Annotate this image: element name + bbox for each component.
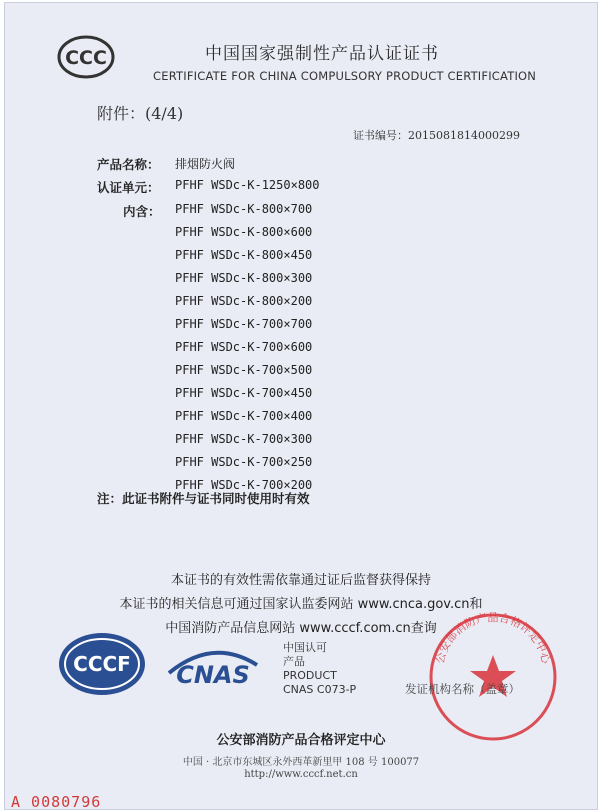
address: 中国 · 北京市东城区永外西革新里甲 108 号 100077 [182, 757, 420, 768]
certificate-number: 证书编号：2015081814000299 [353, 129, 520, 142]
title-chinese: 中国国家强制性产品认证证书 [205, 44, 439, 64]
validity-note: 注：此证书附件与证书同时使用时有效 [97, 491, 310, 506]
title-english: CERTIFICATE FOR CHINA COMPULSORY PRODUCT CERTIFICATION [153, 69, 537, 83]
model-item: PFHF WSDc-K-800×700 [175, 202, 313, 216]
certificate-page [4, 2, 598, 810]
model-item: PFHF WSDc-K-700×300 [175, 432, 313, 446]
serial-number: A 0080796 [11, 793, 102, 811]
model-item: PFHF WSDc-K-800×600 [175, 225, 313, 239]
product-name-label: 产品名称： [97, 157, 160, 172]
ccc-logo [57, 35, 115, 79]
cccf-logo [57, 631, 147, 697]
svg-text:CCCF: CCCF [73, 652, 131, 676]
model-item: PFHF WSDc-K-700×500 [175, 363, 313, 377]
model-item: PFHF WSDc-K-700×700 [175, 317, 313, 331]
validity-line-1: 本证书的有效性需依靠通过证后监督获得保持 [170, 573, 431, 588]
product-name-value: 排烟防火阀 [175, 157, 236, 171]
model-item: PFHF WSDc-K-800×200 [175, 294, 313, 308]
svg-text:CNAS: CNAS [176, 661, 250, 689]
svg-text:公安部消防产品合格评定中心: 公安部消防产品合格评定中心 [433, 611, 553, 665]
issuing-organization: 公安部消防产品合格评定中心 [216, 733, 386, 748]
website: http://www.cccf.net.cn [244, 769, 358, 780]
official-seal [423, 607, 563, 747]
validity-line-3: 中国消防产品信息网站 www.cccf.com.cn查询 [165, 621, 437, 636]
model-item: PFHF WSDc-K-700×250 [175, 455, 313, 469]
cnas-line-2: 产品 [283, 655, 305, 668]
contains-label: 内含： [123, 204, 161, 219]
validity-line-2: 本证书的相关信息可通过国家认监委网站 www.cnca.gov.cn和 [119, 597, 483, 612]
model-item: PFHF WSDc-K-700×600 [175, 340, 313, 354]
svg-text:CCC: CCC [65, 47, 107, 69]
cert-unit-value: PFHF WSDc-K-1250×800 [175, 178, 320, 192]
attachment-page-label: 附件：(4/4) [97, 104, 184, 123]
cnas-logo [163, 643, 263, 689]
cnas-line-3: PRODUCT [283, 669, 337, 682]
model-item: PFHF WSDc-K-700×200 [175, 478, 313, 492]
model-item: PFHF WSDc-K-700×400 [175, 409, 313, 423]
cnas-accreditation-text [283, 641, 356, 697]
cnas-line-1: 中国认可 [283, 641, 327, 654]
cnas-line-4: CNAS C073-P [283, 683, 357, 696]
model-item: PFHF WSDc-K-700×450 [175, 386, 313, 400]
issuer-label: 发证机构名称（盖章） [405, 682, 520, 696]
model-item: PFHF WSDc-K-800×300 [175, 271, 313, 285]
cert-unit-label: 认证单元： [97, 180, 160, 195]
model-item: PFHF WSDc-K-800×450 [175, 248, 313, 262]
